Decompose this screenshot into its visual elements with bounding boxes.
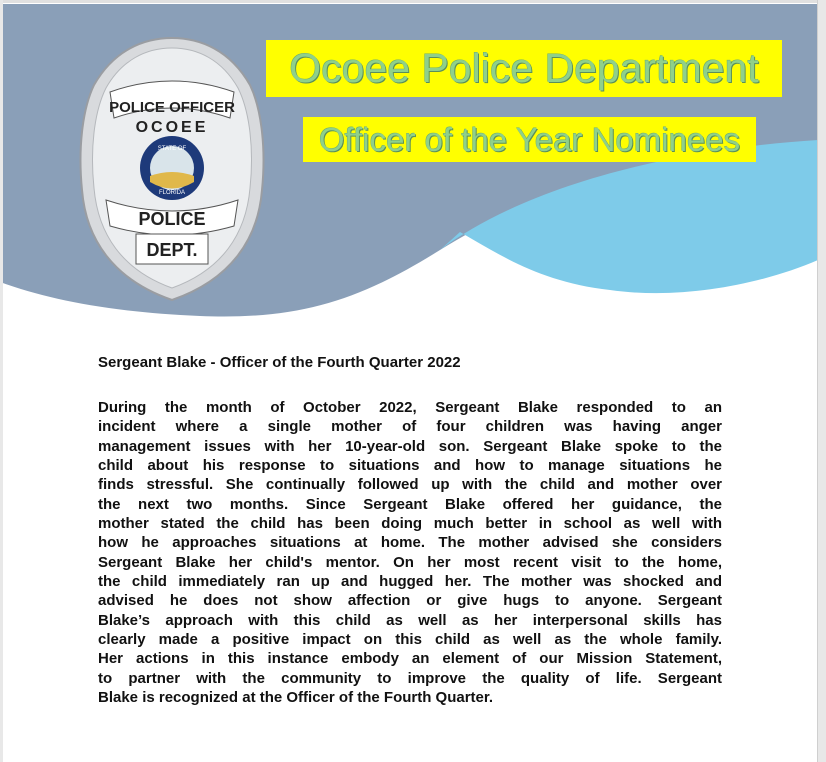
article-line: the child immediately ran up and hugged her. The mother was shocked and [98,573,722,591]
article-line: management issues with her 10-year-old son. Sergeant Blake spoke to the [98,437,722,455]
page-subtitle: Officer of the Year Nominees [303,117,756,162]
article-line: clearly made a positive impact on this child as well as the whole family. [98,631,722,649]
badge-top-banner: POLICE OFFICER [109,99,235,116]
badge-seal-top: STATE OF [157,146,187,152]
badge-seal-bottom: FLORIDA [158,190,186,196]
article-heading: Sergeant Blake - Officer of the Fourth Quarter 2022 [98,354,461,371]
page-edge-right [817,0,826,762]
article-line: to partner with the community to improve the quality of life. Sergeant [98,669,722,687]
badge-plate: DEPT. [146,240,198,260]
page-title: Ocoee Police Department [266,40,782,97]
article-body [98,398,722,708]
article-line: mother stated the child has been doing much better in school as well with [98,515,722,533]
article-line: incident where a single mother of four children was having anger [98,418,722,436]
article-line: child about his response to situations and how to manage situations he [98,457,722,475]
article-line: finds stressful. She continually followed up with the child and mother over [98,476,722,494]
page-edge-top [0,0,826,3]
badge-bottom-banner: POLICE [138,209,206,229]
article-line: Her actions in this instance embody an element of our Mission Statement, [98,650,722,668]
article-line: Sergeant Blake her child's mentor. On her most recent visit to the home, [98,553,722,571]
article-line: Blake’s approach with this child as well as her interpersonal skills has [98,611,722,629]
article-line: the next two months. Since Sergeant Blake offered her guidance, the [98,495,722,513]
article-line: how he approaches situations at home. The mother advised she considers [98,534,722,552]
page-edge-left [0,0,3,762]
article-line: advised he does not show affection or give hugs to anyone. Sergeant [98,592,722,610]
badge-city: OCOEE [135,119,209,136]
article-line: During the month of October 2022, Sergeant Blake responded to an [98,399,722,416]
article-line: Blake is recognized at the Officer of the Fourth Quarter. [98,689,494,707]
